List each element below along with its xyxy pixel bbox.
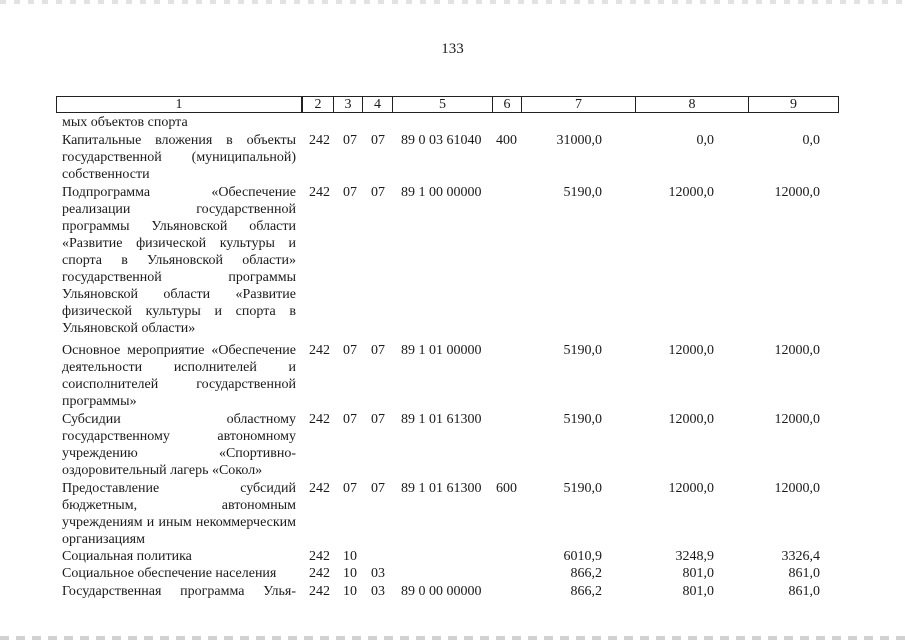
row-code-3: 10 (343, 566, 357, 581)
row-code-4: 03 (371, 584, 385, 599)
row-value-8: 12000,0 (668, 343, 714, 358)
row-value-8: 12000,0 (668, 412, 714, 427)
row-code-2: 242 (309, 343, 330, 358)
page-number: 133 (441, 41, 464, 57)
row-description: Основное мероприятие «Обеспечение деятельности исполнителей и соисполнителей государственной программы» (62, 343, 296, 409)
row-value-8: 12000,0 (668, 185, 714, 200)
row-code-4: 07 (371, 133, 385, 148)
header-col-8: 8 (635, 96, 749, 113)
scan-edge-top (0, 0, 905, 4)
row-code-4: 07 (371, 343, 385, 358)
row-code-2: 242 (309, 412, 330, 427)
row-description: Подпрограмма «Обеспечение реализации государственной программы Ульяновской области «Развитие физической культуры и спорта в Ульяновской области» государственной программы Ульяновской области «Развитие физической культуры и спорта в Ульяновской области» (62, 185, 296, 336)
row-description: Предоставление субсидий бюджетным, автономным учреждениям и иным некоммерческим организациям (62, 481, 296, 547)
row-code-5: 89 0 03 61040 (401, 133, 482, 148)
row-description: мых объектов спорта (62, 115, 188, 130)
row-description: Капитальные вложения в объекты государственной (муниципальной) собственности (62, 133, 296, 182)
row-code-3: 07 (343, 412, 357, 427)
row-value-9: 12000,0 (774, 343, 820, 358)
row-value-7: 6010,9 (563, 549, 602, 564)
row-code-2: 242 (309, 566, 330, 581)
row-value-7: 31000,0 (556, 133, 602, 148)
row-code-4: 03 (371, 566, 385, 581)
row-value-8: 0,0 (696, 133, 714, 148)
header-col-6: 6 (492, 96, 522, 113)
row-description: Государственная программа Улья- (62, 584, 296, 599)
row-code-2: 242 (309, 481, 330, 496)
row-code-2: 242 (309, 133, 330, 148)
header-col-4: 4 (362, 96, 393, 113)
row-code-3: 07 (343, 185, 357, 200)
row-description: Субсидии областному государственному автономному учреждению «Спортивно-оздоровительный лагерь «Сокол» (62, 412, 296, 478)
row-value-7: 866,2 (570, 584, 602, 599)
row-code-3: 07 (343, 133, 357, 148)
row-code-6: 600 (496, 481, 517, 496)
row-code-3: 07 (343, 481, 357, 496)
row-code-2: 242 (309, 549, 330, 564)
row-value-7: 5190,0 (563, 185, 602, 200)
header-col-5: 5 (392, 96, 493, 113)
row-description: Социальное обеспечение населения (62, 566, 277, 581)
row-code-2: 242 (309, 185, 330, 200)
row-code-3: 07 (343, 343, 357, 358)
row-value-9: 0,0 (802, 133, 820, 148)
row-code-2: 242 (309, 584, 330, 599)
row-value-8: 3248,9 (675, 549, 714, 564)
row-code-5: 89 1 01 00000 (401, 343, 482, 358)
header-col-1: 1 (56, 96, 302, 113)
header-col-2: 2 (302, 96, 334, 113)
row-value-9: 12000,0 (774, 481, 820, 496)
row-value-8: 801,0 (682, 584, 714, 599)
row-value-7: 5190,0 (563, 481, 602, 496)
row-description: Социальная политика (62, 549, 192, 564)
header-col-9: 9 (748, 96, 839, 113)
row-code-4: 07 (371, 185, 385, 200)
row-value-9: 12000,0 (774, 412, 820, 427)
row-value-9: 12000,0 (774, 185, 820, 200)
row-value-8: 12000,0 (668, 481, 714, 496)
row-code-3: 10 (343, 584, 357, 599)
row-value-9: 3326,4 (781, 549, 820, 564)
header-col-3: 3 (333, 96, 363, 113)
row-code-3: 10 (343, 549, 357, 564)
row-code-4: 07 (371, 481, 385, 496)
row-code-6: 400 (496, 133, 517, 148)
row-value-7: 5190,0 (563, 343, 602, 358)
row-value-9: 861,0 (788, 584, 820, 599)
row-code-5: 89 0 00 00000 (401, 584, 482, 599)
row-value-9: 861,0 (788, 566, 820, 581)
row-code-5: 89 1 01 61300 (401, 481, 482, 496)
row-value-7: 866,2 (570, 566, 602, 581)
scan-edge-bottom (0, 636, 905, 640)
row-value-8: 801,0 (682, 566, 714, 581)
row-code-5: 89 1 00 00000 (401, 185, 482, 200)
row-code-5: 89 1 01 61300 (401, 412, 482, 427)
row-code-4: 07 (371, 412, 385, 427)
row-value-7: 5190,0 (563, 412, 602, 427)
header-col-7: 7 (521, 96, 636, 113)
